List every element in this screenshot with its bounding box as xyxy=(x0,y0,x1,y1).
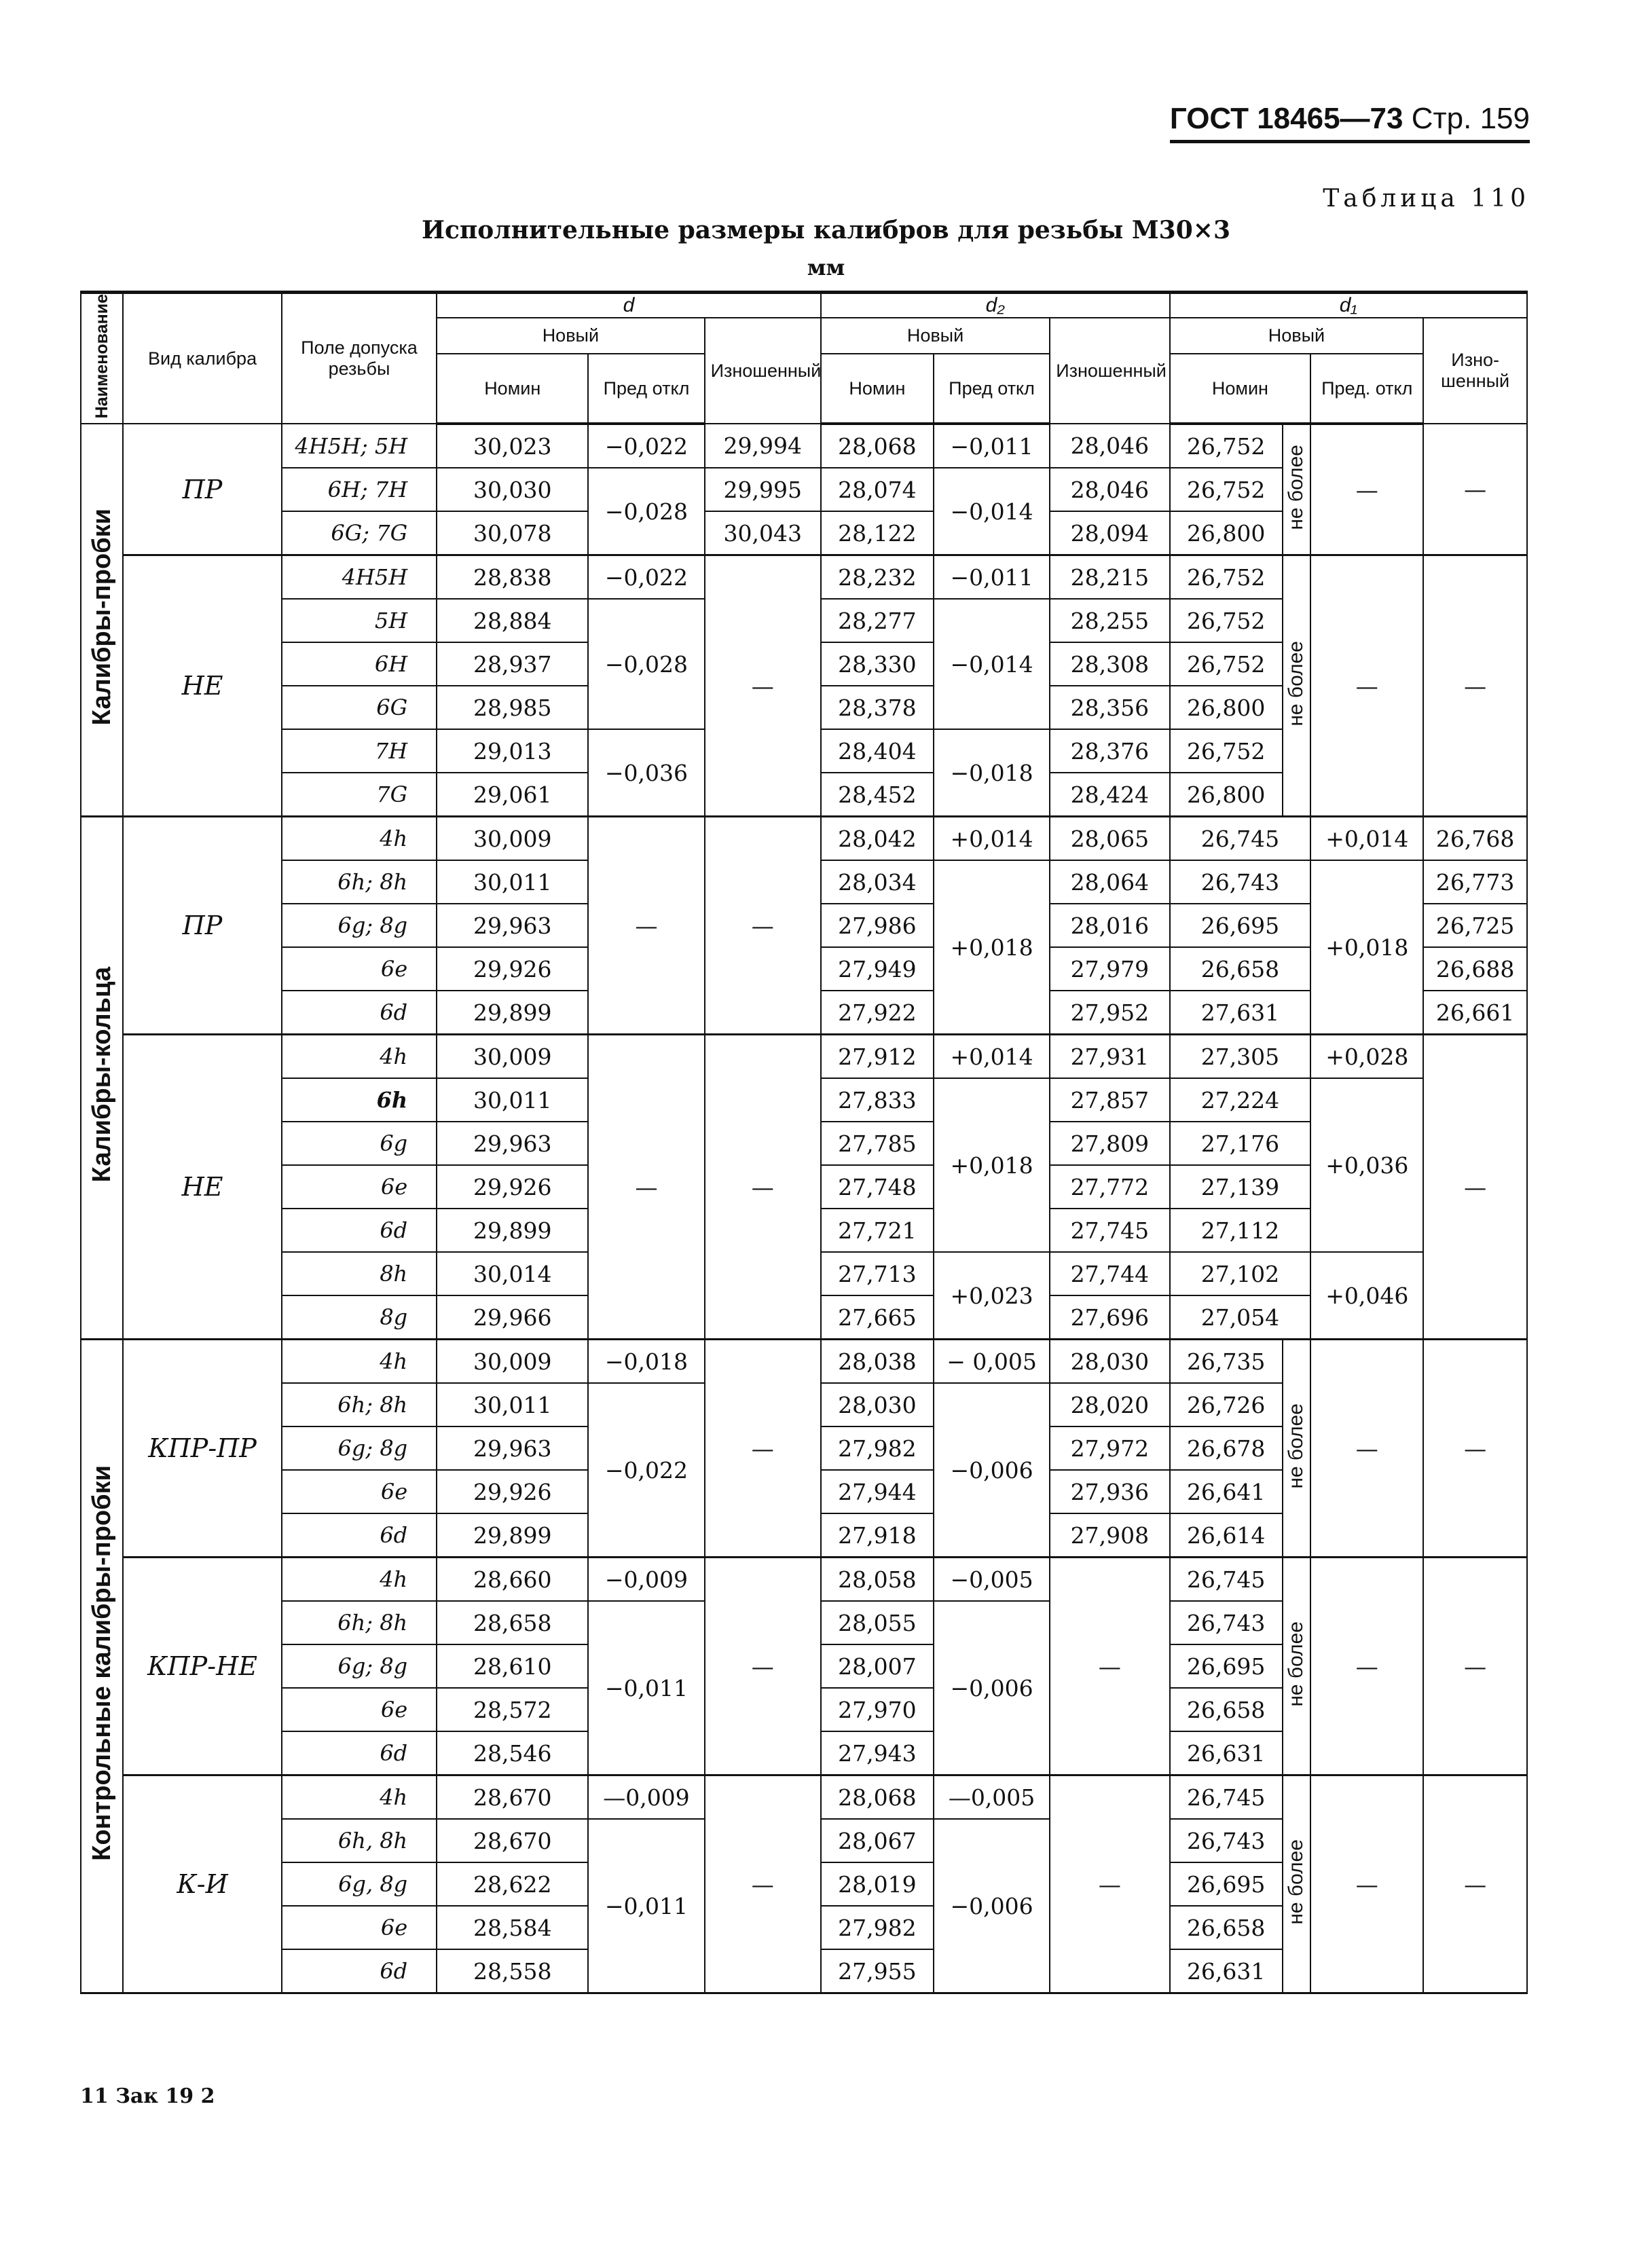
units-label: мм xyxy=(807,255,845,280)
d-nominal-cell: 29,899 xyxy=(437,991,588,1035)
d1-nominal-cell: 26,695 xyxy=(1170,1862,1283,1906)
group-label-plugs: Калибры-пробки xyxy=(81,424,123,817)
d1-worn-cell: 26,725 xyxy=(1423,904,1527,947)
d2-worn-cell: 27,745 xyxy=(1050,1209,1169,1252)
kind-label: ПР xyxy=(123,817,282,1035)
col-name: Наименование xyxy=(81,293,123,424)
d1-nominal-cell: 26,752 xyxy=(1170,555,1283,600)
standard-number: ГОСТ 18465—73 xyxy=(1169,102,1403,135)
not-more-label: не более xyxy=(1283,555,1311,817)
d2-nominal-cell: 27,748 xyxy=(821,1165,934,1209)
tolerance-cell: 6h xyxy=(282,1078,437,1122)
d2-deviation-cell: —0,005 xyxy=(934,1775,1050,1820)
d1-nominal-cell: 26,658 xyxy=(1170,947,1311,991)
col-d1-worn: Изно-шенный xyxy=(1423,318,1527,424)
d1-nominal-cell: 26,658 xyxy=(1170,1688,1283,1731)
d1-worn-cell: 26,661 xyxy=(1423,991,1527,1035)
tolerance-cell: 4h xyxy=(282,1340,437,1384)
d2-worn-cell: 28,030 xyxy=(1050,1340,1169,1384)
d1-nominal-cell: 26,800 xyxy=(1170,511,1283,555)
d1-worn-cell: 26,773 xyxy=(1423,860,1527,904)
d-worn-cell: — xyxy=(705,1558,821,1775)
d-nominal-cell: 28,937 xyxy=(437,642,588,686)
d-nominal-cell: 28,558 xyxy=(437,1949,588,1993)
d-nominal-cell: 28,884 xyxy=(437,599,588,642)
d-nominal-cell: 28,670 xyxy=(437,1775,588,1820)
col-d2-nominal: Номин xyxy=(821,354,934,424)
d-deviation-cell: −0,011 xyxy=(588,1601,704,1775)
d2-nominal-cell: 28,122 xyxy=(821,511,934,555)
tolerance-cell: 6d xyxy=(282,1513,437,1558)
d-nominal-cell: 29,926 xyxy=(437,1165,588,1209)
not-more-label: не более xyxy=(1283,1558,1311,1775)
tolerance-cell: 4h xyxy=(282,817,437,861)
d-nominal-cell: 28,572 xyxy=(437,1688,588,1731)
table-row xyxy=(81,424,1527,468)
col-d: d xyxy=(437,293,821,318)
d-deviation-cell: −0,036 xyxy=(588,729,704,817)
kind-label: ПР xyxy=(123,424,282,555)
d2-worn-cell: 27,772 xyxy=(1050,1165,1169,1209)
d-deviation-cell: −0,009 xyxy=(588,1558,704,1602)
d2-nominal-cell: 28,232 xyxy=(821,555,934,600)
d2-worn-cell: 27,936 xyxy=(1050,1470,1169,1513)
d1-nominal-cell: 26,641 xyxy=(1170,1470,1283,1513)
d1-nominal-cell: 27,102 xyxy=(1170,1252,1311,1295)
d-nominal-cell: 29,061 xyxy=(437,773,588,817)
d2-nominal-cell: 28,019 xyxy=(821,1862,934,1906)
d-nominal-cell: 29,899 xyxy=(437,1513,588,1558)
d2-deviation-cell: −0,014 xyxy=(934,468,1050,555)
not-more-label: не более xyxy=(1283,424,1311,555)
kind-label: НЕ xyxy=(123,555,282,817)
d2-deviation-cell: −0,006 xyxy=(934,1383,1050,1558)
page-number: Стр. 159 xyxy=(1411,102,1530,135)
d-nominal-cell: 28,546 xyxy=(437,1731,588,1775)
table-title: Исполнительные размеры калибров для резьбы М30×3 xyxy=(421,216,1230,244)
not-more-label: не более xyxy=(1283,1340,1311,1558)
d-worn-cell: — xyxy=(705,1340,821,1558)
d1-nominal-cell: 26,695 xyxy=(1170,1644,1283,1688)
d-worn-cell: — xyxy=(705,555,821,817)
d2-worn-cell: 27,744 xyxy=(1050,1252,1169,1295)
d2-worn-cell: 28,255 xyxy=(1050,599,1169,642)
d2-deviation-cell: −0,011 xyxy=(934,424,1050,468)
tolerance-cell: 6g; 8g xyxy=(282,904,437,947)
d-nominal-cell: 30,009 xyxy=(437,817,588,861)
d1-worn-cell: — xyxy=(1423,1035,1527,1340)
d2-nominal-cell: 28,038 xyxy=(821,1340,934,1384)
d-nominal-cell: 29,013 xyxy=(437,729,588,773)
d1-worn-cell: — xyxy=(1423,424,1527,555)
d2-nominal-cell: 27,713 xyxy=(821,1252,934,1295)
d1-nominal-cell: 26,745 xyxy=(1170,1558,1283,1602)
d2-nominal-cell: 27,943 xyxy=(821,1731,934,1775)
d1-worn-cell: 26,688 xyxy=(1423,947,1527,991)
d-nominal-cell: 30,009 xyxy=(437,1340,588,1384)
d1-nominal-cell: 26,800 xyxy=(1170,773,1283,817)
table-row xyxy=(81,1035,1527,1079)
d2-worn-cell: 28,065 xyxy=(1050,817,1169,861)
tolerance-cell: 6e xyxy=(282,947,437,991)
d-nominal-cell: 28,622 xyxy=(437,1862,588,1906)
d1-nominal-cell: 26,658 xyxy=(1170,1906,1283,1949)
d-nominal-cell: 28,610 xyxy=(437,1644,588,1688)
tolerance-cell: 5H xyxy=(282,599,437,642)
tolerance-cell: 7H xyxy=(282,729,437,773)
d-nominal-cell: 29,926 xyxy=(437,1470,588,1513)
d1-deviation-cell: +0,046 xyxy=(1310,1252,1423,1340)
d-nominal-cell: 30,014 xyxy=(437,1252,588,1295)
tolerance-cell: 6d xyxy=(282,1949,437,1993)
d2-nominal-cell: 28,277 xyxy=(821,599,934,642)
d2-nominal-cell: 27,721 xyxy=(821,1209,934,1252)
tolerance-cell: 6H xyxy=(282,642,437,686)
d1-deviation-cell: +0,028 xyxy=(1310,1035,1423,1079)
d2-nominal-cell: 27,982 xyxy=(821,1906,934,1949)
footer-print-mark: 11 Зак 19 2 xyxy=(80,2084,215,2108)
d2-nominal-cell: 28,404 xyxy=(821,729,934,773)
tolerance-cell: 4H5H xyxy=(282,555,437,600)
header-row-1 xyxy=(81,293,1527,318)
d2-nominal-cell: 28,034 xyxy=(821,860,934,904)
d2-nominal-cell: 27,912 xyxy=(821,1035,934,1079)
d2-nominal-cell: 28,058 xyxy=(821,1558,934,1602)
d1-deviation-cell: — xyxy=(1310,1775,1423,1993)
kind-label: КПР-НЕ xyxy=(123,1558,282,1775)
d1-nominal-cell: 26,752 xyxy=(1170,642,1283,686)
d1-nominal-cell: 26,743 xyxy=(1170,1601,1283,1644)
d2-deviation-cell: +0,023 xyxy=(934,1252,1050,1340)
d2-worn-cell: 28,046 xyxy=(1050,468,1169,511)
d-nominal-cell: 30,011 xyxy=(437,860,588,904)
tolerance-cell: 6h; 8h xyxy=(282,860,437,904)
d2-nominal-cell: 27,918 xyxy=(821,1513,934,1558)
tolerance-cell: 4H5H; 5H xyxy=(282,424,437,468)
d-nominal-cell: 30,023 xyxy=(437,424,588,468)
d2-worn-cell: 27,972 xyxy=(1050,1426,1169,1470)
d2-worn-cell: 28,308 xyxy=(1050,642,1169,686)
d1-worn-cell: — xyxy=(1423,1558,1527,1775)
tolerance-cell: 6d xyxy=(282,1731,437,1775)
tolerance-cell: 4h xyxy=(282,1035,437,1079)
d1-nominal-cell: 26,752 xyxy=(1170,729,1283,773)
page-header xyxy=(1170,102,1530,143)
d2-worn-cell: 27,908 xyxy=(1050,1513,1169,1558)
col-d-new: Новый xyxy=(437,318,704,354)
d2-nominal-cell: 27,949 xyxy=(821,947,934,991)
d1-nominal-cell: 26,743 xyxy=(1170,860,1311,904)
d2-deviation-cell: −0,018 xyxy=(934,729,1050,817)
d2-nominal-cell: 27,955 xyxy=(821,1949,934,1993)
d2-nominal-cell: 27,833 xyxy=(821,1078,934,1122)
d1-deviation-cell: — xyxy=(1310,555,1423,817)
d2-deviation-cell: −0,005 xyxy=(934,1558,1050,1602)
d1-deviation-cell: — xyxy=(1310,1340,1423,1558)
col-d-worn: Изношенный xyxy=(705,318,821,424)
d-deviation-cell: −0,022 xyxy=(588,424,704,468)
tolerance-cell: 6h; 8h xyxy=(282,1601,437,1644)
d2-worn-cell: 28,020 xyxy=(1050,1383,1169,1426)
d2-nominal-cell: 28,074 xyxy=(821,468,934,511)
d-nominal-cell: 30,011 xyxy=(437,1383,588,1426)
col-d1-nominal: Номин xyxy=(1170,354,1311,424)
d2-deviation-cell: −0,006 xyxy=(934,1601,1050,1775)
d1-nominal-cell: 27,176 xyxy=(1170,1122,1311,1165)
d2-deviation-cell: −0,011 xyxy=(934,555,1050,600)
d-nominal-cell: 29,966 xyxy=(437,1295,588,1340)
d2-deviation-cell: −0,006 xyxy=(934,1819,1050,1993)
tolerance-cell: 6h; 8h xyxy=(282,1383,437,1426)
d-nominal-cell: 28,584 xyxy=(437,1906,588,1949)
col-d2-deviation: Пред откл xyxy=(934,354,1050,424)
tolerance-cell: 6e xyxy=(282,1906,437,1949)
d1-worn-cell: — xyxy=(1423,1340,1527,1558)
d2-worn-cell: 28,424 xyxy=(1050,773,1169,817)
d2-deviation-cell: +0,014 xyxy=(934,817,1050,861)
tolerance-cell: 6g; 8g xyxy=(282,1644,437,1688)
d1-nominal-cell: 26,726 xyxy=(1170,1383,1283,1426)
d2-worn-cell: 27,696 xyxy=(1050,1295,1169,1340)
tolerance-cell: 6e xyxy=(282,1165,437,1209)
d-deviation-cell: −0,028 xyxy=(588,599,704,729)
d2-worn-cell: 28,094 xyxy=(1050,511,1169,555)
d2-worn-cell: — xyxy=(1050,1775,1169,1993)
d-deviation-cell: −0,028 xyxy=(588,468,704,555)
d-nominal-cell: 28,670 xyxy=(437,1819,588,1862)
tolerance-cell: 8h xyxy=(282,1252,437,1295)
col-kind: Вид калибра xyxy=(123,293,282,424)
d2-worn-cell: 28,376 xyxy=(1050,729,1169,773)
d-deviation-cell: −0,022 xyxy=(588,555,704,600)
d-nominal-cell: 30,011 xyxy=(437,1078,588,1122)
d1-deviation-cell: +0,036 xyxy=(1310,1078,1423,1252)
d2-nominal-cell: 27,944 xyxy=(821,1470,934,1513)
d2-deviation-cell: +0,014 xyxy=(934,1035,1050,1079)
d2-worn-cell: 27,809 xyxy=(1050,1122,1169,1165)
d-nominal-cell: 29,899 xyxy=(437,1209,588,1252)
d2-nominal-cell: 28,330 xyxy=(821,642,934,686)
col-tolerance: Поле допуска резьбы xyxy=(282,293,437,424)
d-nominal-cell: 28,985 xyxy=(437,686,588,729)
d-deviation-cell: −0,018 xyxy=(588,1340,704,1384)
d2-nominal-cell: 28,042 xyxy=(821,817,934,861)
d-deviation-cell: — xyxy=(588,817,704,1035)
d-nominal-cell: 28,658 xyxy=(437,1601,588,1644)
d2-worn-cell: 28,046 xyxy=(1050,424,1169,468)
d1-nominal-cell: 26,752 xyxy=(1170,424,1283,468)
d1-nominal-cell: 27,112 xyxy=(1170,1209,1311,1252)
d2-nominal-cell: 27,785 xyxy=(821,1122,934,1165)
d-nominal-cell: 29,963 xyxy=(437,1426,588,1470)
d1-nominal-cell: 26,695 xyxy=(1170,904,1311,947)
tolerance-cell: 6e xyxy=(282,1688,437,1731)
col-d-nominal: Номин xyxy=(437,354,588,424)
d1-nominal-cell: 26,631 xyxy=(1170,1949,1283,1993)
tolerance-cell: 4h xyxy=(282,1558,437,1602)
d1-nominal-cell: 26,752 xyxy=(1170,599,1283,642)
tolerance-cell: 6d xyxy=(282,1209,437,1252)
d2-worn-cell: 27,979 xyxy=(1050,947,1169,991)
d1-deviation-cell: +0,018 xyxy=(1310,860,1423,1035)
group-label-control: Контрольные калибры-пробки xyxy=(81,1340,123,1993)
col-d2-worn: Изношенный xyxy=(1050,318,1169,424)
kind-label: КПР-ПР xyxy=(123,1340,282,1558)
d1-nominal-cell: 26,743 xyxy=(1170,1819,1283,1862)
d1-deviation-cell: +0,014 xyxy=(1310,817,1423,861)
d2-nominal-cell: 27,982 xyxy=(821,1426,934,1470)
d2-worn-cell: 28,356 xyxy=(1050,686,1169,729)
d-worn-cell: — xyxy=(705,1035,821,1340)
d-worn-cell: 29,995 xyxy=(705,468,821,511)
d-nominal-cell: 29,963 xyxy=(437,904,588,947)
d2-nominal-cell: 27,970 xyxy=(821,1688,934,1731)
col-d1-new: Новый xyxy=(1170,318,1424,354)
d1-nominal-cell: 27,139 xyxy=(1170,1165,1311,1209)
tolerance-cell: 6g, 8g xyxy=(282,1862,437,1906)
d2-worn-cell: 27,857 xyxy=(1050,1078,1169,1122)
group-label-rings: Калибры-кольца xyxy=(81,817,123,1340)
d2-worn-cell: 28,064 xyxy=(1050,860,1169,904)
d-nominal-cell: 30,030 xyxy=(437,468,588,511)
table-number: Таблица 110 xyxy=(1323,185,1530,213)
col-d-deviation: Пред откл xyxy=(588,354,704,424)
d2-nominal-cell: 28,055 xyxy=(821,1601,934,1644)
kind-label: К-И xyxy=(123,1775,282,1993)
d1-deviation-cell: — xyxy=(1310,424,1423,555)
d1-nominal-cell: 26,745 xyxy=(1170,1775,1283,1820)
d1-worn-cell: 26,768 xyxy=(1423,817,1527,861)
tolerance-cell: 7G xyxy=(282,773,437,817)
d1-nominal-cell: 26,752 xyxy=(1170,468,1283,511)
d2-nominal-cell: 28,067 xyxy=(821,1819,934,1862)
d-deviation-cell: −0,022 xyxy=(588,1383,704,1558)
d-nominal-cell: 30,078 xyxy=(437,511,588,555)
d2-worn-cell: 28,016 xyxy=(1050,904,1169,947)
d-deviation-cell: —0,009 xyxy=(588,1775,704,1820)
tolerance-cell: 6G xyxy=(282,686,437,729)
tolerance-cell: 6G; 7G xyxy=(282,511,437,555)
d2-worn-cell: — xyxy=(1050,1558,1169,1775)
tolerance-cell: 6d xyxy=(282,991,437,1035)
col-d2: d₂ xyxy=(821,293,1170,318)
tolerance-cell: 6g xyxy=(282,1122,437,1165)
d-worn-cell: — xyxy=(705,1775,821,1993)
d2-deviation-cell: −0,014 xyxy=(934,599,1050,729)
d-nominal-cell: 29,963 xyxy=(437,1122,588,1165)
d2-nominal-cell: 27,922 xyxy=(821,991,934,1035)
d1-deviation-cell: — xyxy=(1310,1558,1423,1775)
d2-nominal-cell: 27,986 xyxy=(821,904,934,947)
not-more-label: не более xyxy=(1283,1775,1311,1993)
d2-worn-cell: 28,215 xyxy=(1050,555,1169,600)
gauge-dimensions-table xyxy=(80,291,1528,1994)
col-d2-new: Новый xyxy=(821,318,1050,354)
d2-nominal-cell: 28,007 xyxy=(821,1644,934,1688)
d2-nominal-cell: 28,068 xyxy=(821,1775,934,1820)
d2-worn-cell: 27,931 xyxy=(1050,1035,1169,1079)
tolerance-cell: 6H; 7H xyxy=(282,468,437,511)
kind-label: НЕ xyxy=(123,1035,282,1340)
col-d1-deviation: Пред. откл xyxy=(1310,354,1423,424)
d2-nominal-cell: 28,030 xyxy=(821,1383,934,1426)
d2-deviation-cell: +0,018 xyxy=(934,860,1050,1035)
tolerance-cell: 6e xyxy=(282,1470,437,1513)
d2-nominal-cell: 28,452 xyxy=(821,773,934,817)
table-row xyxy=(81,555,1527,600)
d1-nominal-cell: 27,054 xyxy=(1170,1295,1311,1340)
d2-nominal-cell: 28,378 xyxy=(821,686,934,729)
d1-nominal-cell: 26,614 xyxy=(1170,1513,1283,1558)
table-row xyxy=(81,817,1527,861)
d1-worn-cell: — xyxy=(1423,1775,1527,1993)
d1-nominal-cell: 27,224 xyxy=(1170,1078,1311,1122)
tolerance-cell: 6g; 8g xyxy=(282,1426,437,1470)
tolerance-cell: 4h xyxy=(282,1775,437,1820)
d1-nominal-cell: 26,631 xyxy=(1170,1731,1283,1775)
d2-nominal-cell: 27,665 xyxy=(821,1295,934,1340)
d2-deviation-cell: − 0,005 xyxy=(934,1340,1050,1384)
tolerance-cell: 8g xyxy=(282,1295,437,1340)
d1-worn-cell: — xyxy=(1423,555,1527,817)
d1-nominal-cell: 26,678 xyxy=(1170,1426,1283,1470)
col-d1: d₁ xyxy=(1170,293,1527,318)
d-worn-cell: 29,994 xyxy=(705,424,821,468)
d-nominal-cell: 29,926 xyxy=(437,947,588,991)
d1-nominal-cell: 26,745 xyxy=(1170,817,1311,861)
d-nominal-cell: 28,838 xyxy=(437,555,588,600)
d-nominal-cell: 30,009 xyxy=(437,1035,588,1079)
d2-worn-cell: 27,952 xyxy=(1050,991,1169,1035)
d-deviation-cell: — xyxy=(588,1035,704,1340)
d1-nominal-cell: 26,800 xyxy=(1170,686,1283,729)
d2-nominal-cell: 28,068 xyxy=(821,424,934,468)
d1-nominal-cell: 27,305 xyxy=(1170,1035,1311,1079)
d1-nominal-cell: 27,631 xyxy=(1170,991,1311,1035)
d2-deviation-cell: +0,018 xyxy=(934,1078,1050,1252)
table-row xyxy=(81,1558,1527,1602)
d-nominal-cell: 28,660 xyxy=(437,1558,588,1602)
tolerance-cell: 6h, 8h xyxy=(282,1819,437,1862)
d1-nominal-cell: 26,735 xyxy=(1170,1340,1283,1384)
table-row xyxy=(81,1340,1527,1384)
table-row xyxy=(81,1775,1527,1820)
d-worn-cell: — xyxy=(705,817,821,1035)
d-deviation-cell: −0,011 xyxy=(588,1819,704,1993)
d-worn-cell: 30,043 xyxy=(705,511,821,555)
